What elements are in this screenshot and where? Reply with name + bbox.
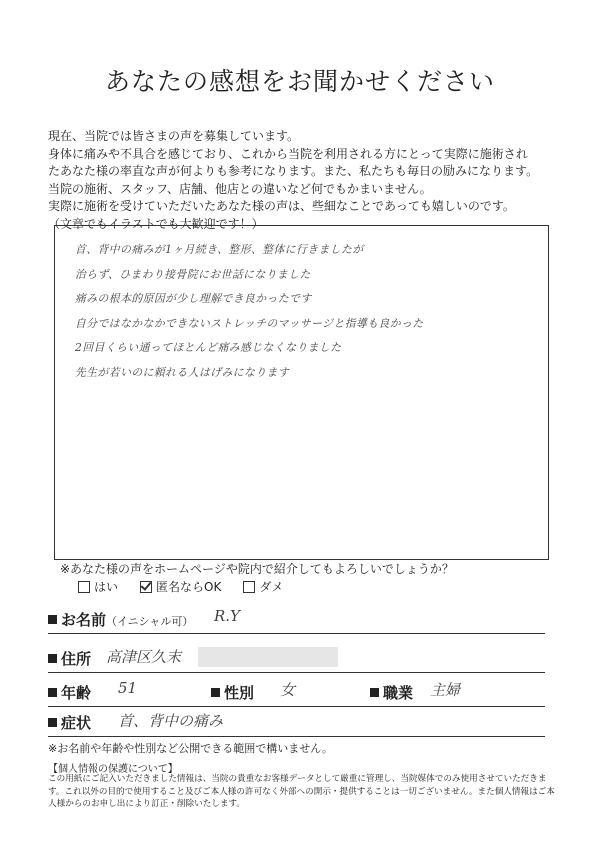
bullet-square-icon (48, 654, 57, 663)
address-label: 住所 (48, 648, 91, 669)
checkbox-yes[interactable] (78, 581, 90, 593)
symptom-label: 症状 (48, 712, 91, 733)
name-hint: （イニシャル可） (106, 615, 194, 628)
intro-line: 当院の施術、スタッフ、店舗、他店との違いなど何でもかまいません。 (48, 181, 432, 196)
handwritten-line: 痛みの根本的原因が少し理解でき良かったです (75, 292, 312, 305)
address-row[interactable] (48, 638, 545, 673)
consent-label: ダメ (259, 580, 284, 594)
publish-question: ※あなた様の声をホームページや院内で紹介してもよろしいでしょうか？ (60, 562, 454, 576)
symptom-value: 首、背中の痛み (118, 712, 224, 730)
consent-label: 匿名ならOK (156, 580, 222, 594)
consent-option-anonymous[interactable] (140, 578, 221, 595)
gender-value[interactable]: 女 (280, 681, 296, 699)
handwritten-line: 首、背中の痛みが1ヶ月続き、整形、整体に行きましたが (75, 243, 364, 256)
privacy-line: 人様からのお申し出により訂正・削除いたします。 (48, 799, 245, 809)
age-label: 年齢 (48, 682, 91, 703)
intro-line: （文章でもイラストでも大歓迎です！） (48, 216, 264, 231)
symptom-row[interactable] (48, 702, 545, 737)
privacy-line: す。これ以外の目的で使用すること及びご本人様の許可なく外部への開示・提供することは一切ございません。また個人情報はご本 (48, 786, 555, 797)
address-value: 高津区久末 (106, 648, 182, 666)
bullet-square-icon (211, 688, 220, 697)
name-value: R.Y (214, 607, 240, 625)
name-row[interactable] (48, 599, 545, 634)
bullet-square-icon (48, 718, 57, 727)
handwritten-line: 自分ではなかなかできないストレッチのマッサージと指導も良かった (75, 316, 424, 330)
checkbox-anonymous[interactable] (140, 581, 152, 593)
intro-text (48, 128, 568, 233)
bullet-square-icon (48, 688, 57, 697)
privacy-text (48, 773, 558, 811)
consent-options (78, 578, 283, 595)
job-label: 職業 (370, 682, 413, 703)
handwritten-line: 治らず、ひまわり接骨院にお世話になりました (75, 267, 311, 281)
job-value[interactable]: 主婦 (430, 681, 461, 699)
privacy-line: この用紙にご記入いただきました情報は、当院の貴重なお客様データとして厳重に管理し、当院媒体でのみ使用させていただきま (48, 774, 547, 784)
disclosure-note: ※お名前や年齢や性別など公開できる範囲で構いません。 (48, 742, 333, 755)
bullet-square-icon (48, 615, 57, 624)
page-title: あなたの感想をお聞かせください (104, 67, 495, 96)
name-label: お名前（イニシャル可） (48, 609, 193, 630)
handwritten-line: 2回目くらい通ってほとんど痛み感じなくなりました (75, 341, 342, 354)
redacted-address (198, 647, 338, 667)
intro-line: 身体に痛みや不具合を感じており、これから当院を利用される方にとって実際に施術され (48, 146, 528, 161)
intro-line: 現在、当院では皆さまの声を募集しています。 (48, 129, 300, 143)
handwritten-comment (75, 238, 535, 385)
consent-option-yes[interactable] (78, 578, 118, 595)
age-value[interactable]: 51 (118, 679, 138, 697)
handwritten-line: 先生が若いのに頼れる人はげみになります (75, 365, 290, 379)
intro-line: 実際に施術を受けていただいたあなた様の声は、些細なことであっても嬉しいのです。 (48, 199, 515, 213)
bullet-square-icon (370, 688, 379, 697)
gender-label: 性別 (211, 682, 254, 703)
consent-label: はい (94, 580, 119, 594)
intro-line: たあなた様の率直な声が何よりも参考になります。また、私たちも毎日の励みになります。 (48, 164, 539, 178)
privacy-title: 【個人情報の保護について】 (48, 764, 178, 775)
checkbox-no[interactable] (243, 581, 255, 593)
consent-option-no[interactable] (243, 578, 283, 595)
